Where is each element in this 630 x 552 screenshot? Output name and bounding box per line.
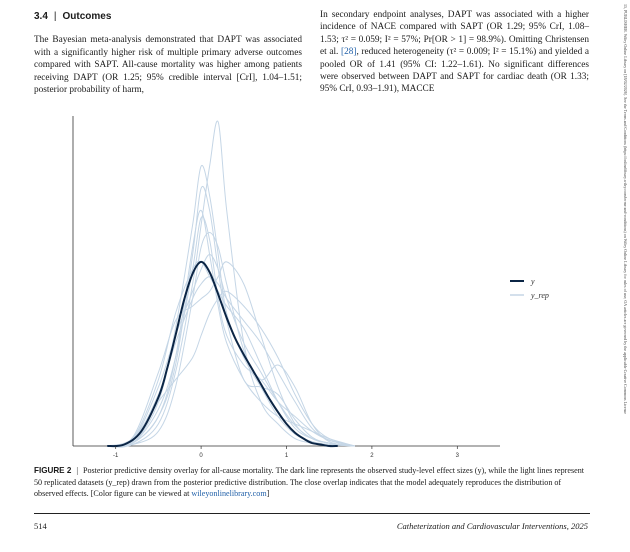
left-column bbox=[34, 9, 302, 96]
body-paragraph: The Bayesian meta-analysis demonstrated that DAPT was associated with a significantly higher risk of multiple primary adverse outcomes compared with SAPT. All-cause mortality was higher among patients receiving DAPT (OR 1.25; 95% credible interval [CrI], 1.04–1.51; posterior probability of harm, bbox=[34, 35, 302, 96]
paragraph-text: , reduced heterogeneity (τ² = 0.009; I² = 15.1%) and yielded a pooled OR of 1.41 (95% CI: 1.22–1.61). No significant differences were observed between DAPT and SAPT for cardiac death (OR 1.33; 95% CrI, 0.93–1.91), MACCE bbox=[320, 47, 589, 95]
replicate-line-1 bbox=[107, 165, 355, 447]
right-column bbox=[320, 9, 589, 96]
density-chart bbox=[40, 110, 610, 465]
footer-rule bbox=[34, 513, 590, 514]
x-tick-label: 1 bbox=[284, 453, 289, 459]
density-overlay-figure bbox=[40, 110, 610, 465]
section-heading bbox=[34, 11, 302, 23]
replicate-line-3 bbox=[107, 121, 355, 447]
reference-link[interactable]: [28] bbox=[340, 47, 357, 58]
caption-end: ] bbox=[266, 489, 270, 499]
caption-text: Posterior predictive density overlay for all-cause mortality. The dark line represents the observed study-level effect sizes (y), while the light lines represent 50 replicated datasets (y_rep) drawn from the posterior predictive distribution. The close overlap indicates that the model adequately reproduces the distribution of observed effects. [Color figure can be viewed at bbox=[34, 466, 584, 499]
replicate-line-10 bbox=[107, 291, 355, 446]
figure-label: FIGURE 2 bbox=[34, 466, 72, 475]
section-number: 3.4 bbox=[34, 11, 48, 22]
caption-separator: | bbox=[76, 466, 78, 475]
journal-name: Catheterization and Cardiovascular Interventions, 2025 bbox=[396, 521, 588, 531]
body-paragraph bbox=[320, 9, 589, 96]
page-number: 514 bbox=[34, 521, 47, 531]
x-tick-label: 3 bbox=[455, 453, 459, 459]
legend-yrep-label: y_rep bbox=[531, 291, 549, 300]
legend-y-label: y bbox=[531, 277, 535, 286]
x-axis-ticks bbox=[113, 446, 460, 459]
figure-caption bbox=[34, 465, 590, 500]
paragraph-text: In secondary endpoint analyses, DAPT was associated with a higher incidence of NACE compared with SAPT (OR 1.29; 95% CrI, 1.08–1.53; τ² = 0.059; I² = 57%; Pr[OR > 1] = 98.9%). Omitting Christensen et al. bbox=[320, 10, 589, 58]
heading-separator: | bbox=[53, 11, 57, 22]
section-title: Outcomes bbox=[62, 11, 112, 22]
x-tick-label: 2 bbox=[370, 453, 374, 459]
replicate-line-5 bbox=[107, 186, 355, 446]
legend bbox=[510, 277, 549, 300]
x-tick-label: 0 bbox=[199, 453, 203, 459]
x-tick-label: -1 bbox=[113, 453, 119, 459]
side-download-note: 15, PUBLISHER. Wiley Online Library on [18/02/2026]. See the Terms and Conditions (https://onlinelibrary.wiley.com/terms-and-conditions) on Wiley Online Library for rules of use; OA articles are governed by the applicable Creative Commons License bbox=[623, 4, 628, 415]
wiley-link[interactable]: wileyonlinelibrary.com bbox=[191, 489, 267, 499]
replicate-lines bbox=[107, 121, 355, 447]
